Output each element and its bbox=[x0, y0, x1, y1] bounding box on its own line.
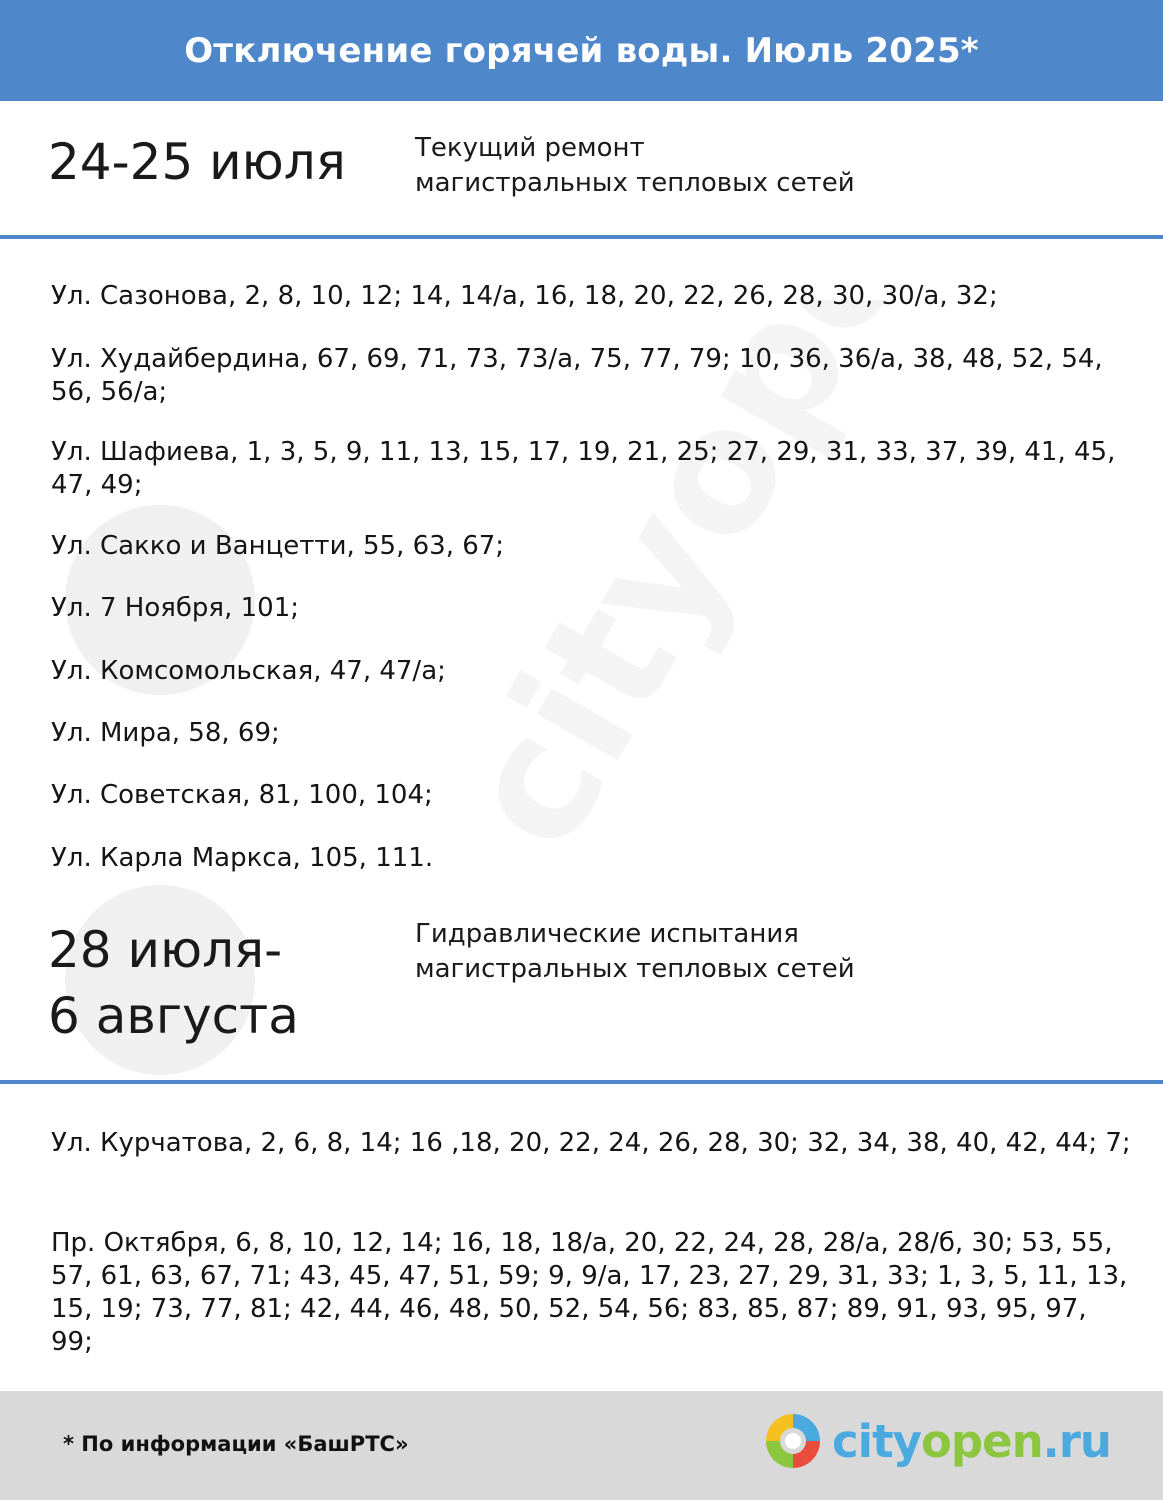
address-item: Ул. Карла Маркса, 105, 111. bbox=[51, 843, 434, 873]
address-item: Ул. Курчатова, 2, 6, 8, 14; 16 ,18, 20, 22, 24, 26, 28, 30; 32, 34, 38, 40, 42, 44; 7; bbox=[51, 1128, 1131, 1158]
page-header bbox=[0, 0, 1163, 101]
logo-wordmark bbox=[832, 1415, 1111, 1468]
section-date: 28 июля- 6 августа bbox=[48, 921, 299, 1045]
section-divider bbox=[0, 235, 1163, 239]
logo-part-city: city bbox=[832, 1414, 921, 1468]
address-item: Ул. Шафиева, 1, 3, 5, 9, 11, 13, 15, 17, 19, 21, 25; 27, 29, 31, 33, 37, 39, 41, 45, 47, 49; bbox=[51, 437, 1116, 500]
address-item: Ул. Мира, 58, 69; bbox=[51, 718, 280, 748]
address-item: Ул. Комсомольская, 47, 47/а; bbox=[51, 656, 446, 686]
logo-part-open: open bbox=[920, 1414, 1043, 1468]
address-item: Ул. Сазонова, 2, 8, 10, 12; 14, 14/а, 16, 18, 20, 22, 26, 28, 30, 30/а, 32; bbox=[51, 281, 998, 311]
address-item: Ул. Советская, 81, 100, 104; bbox=[51, 780, 433, 810]
page-title: Отключение горячей воды. Июль 2025* bbox=[184, 30, 979, 71]
cityopen-watermark bbox=[40, 300, 1120, 1200]
logo-part-ru: .ru bbox=[1042, 1414, 1111, 1468]
section-date: 24-25 июля bbox=[48, 133, 346, 191]
logo-swirl-icon bbox=[762, 1410, 824, 1472]
section-divider bbox=[0, 1080, 1163, 1084]
address-item: Ул. 7 Ноября, 101; bbox=[51, 593, 299, 623]
source-footnote: * По информации «БашРТС» bbox=[63, 1432, 409, 1456]
section-description: Гидравлические испытания магистральных тепловых сетей bbox=[415, 919, 855, 984]
section-description: Текущий ремонт магистральных тепловых сетей bbox=[415, 133, 855, 198]
address-item: Ул. Худайбердина, 67, 69, 71, 73, 73/а, 75, 77, 79; 10, 36, 36/а, 38, 48, 52, 54, 56, 56/а; bbox=[51, 344, 1103, 407]
cityopen-logo[interactable] bbox=[762, 1410, 1111, 1472]
address-item: Пр. Октября, 6, 8, 10, 12, 14; 16, 18, 18/а, 20, 22, 24, 28, 28/а, 28/б, 30; 53, 55, 57, 61, 63, 67, 71; 43, 45, 47, 51, 59; 9, 9/а, 17, 23, 27, 29, 31, 33; 1, 3, 5, 11, 13, 15, 19; 73, 77, 81; 42, 44, 46, 48, 50, 52, 54, 56; 83, 85, 87; 89, 91, 93, 95, 97, 99; bbox=[51, 1228, 1128, 1357]
address-item: Ул. Сакко и Ванцетти, 55, 63, 67; bbox=[51, 531, 505, 561]
